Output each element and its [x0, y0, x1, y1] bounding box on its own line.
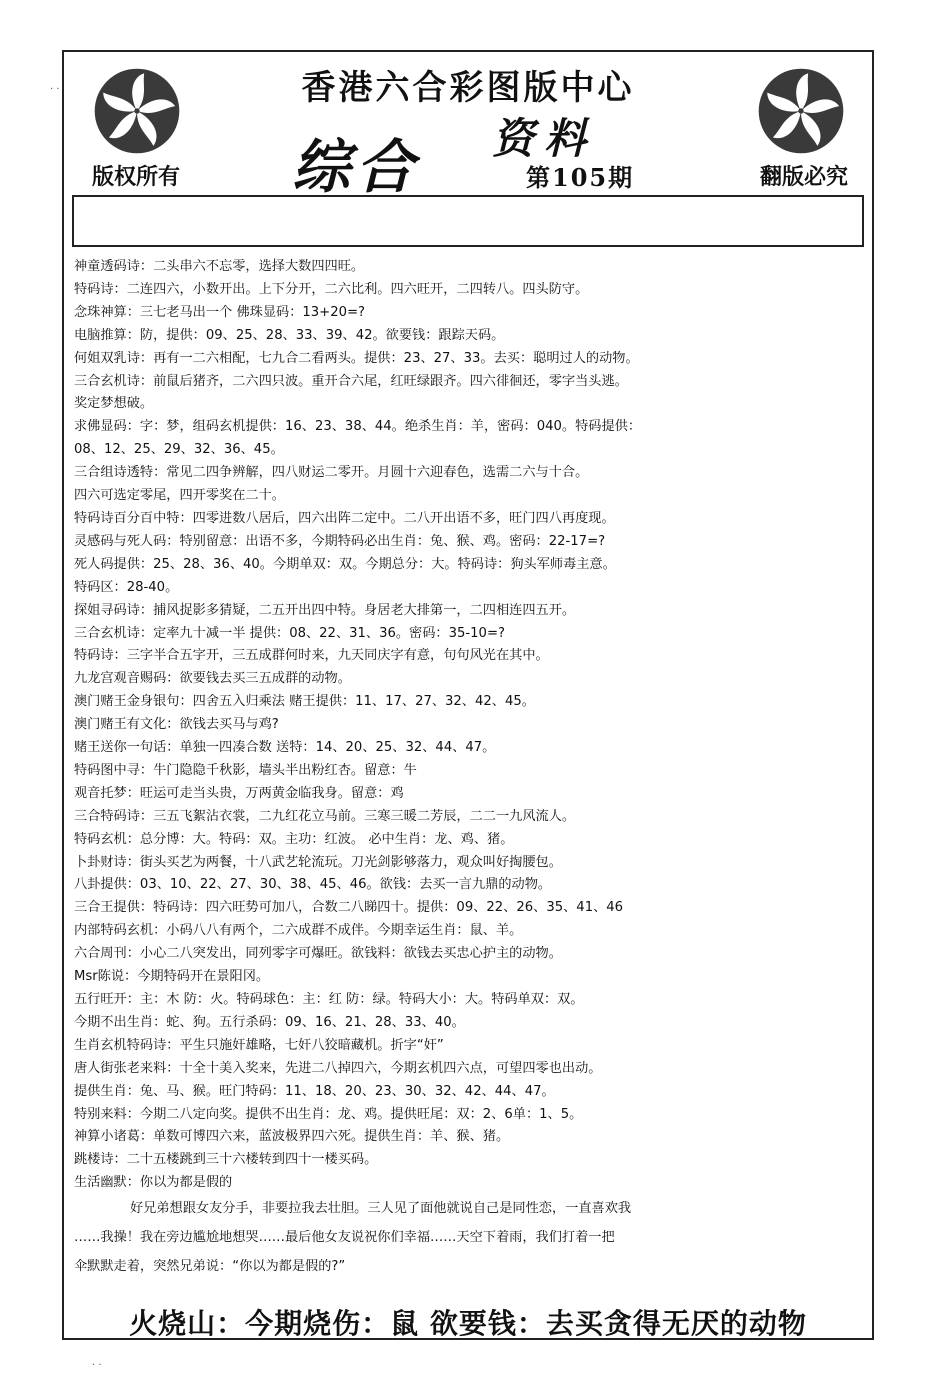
content-line: 特码图中寻：牛门隐隐千秋影，墙头半出粉红杏。留意：牛: [74, 762, 417, 778]
content-lines: [74, 256, 864, 1195]
content-line: 奖定梦想破。: [74, 396, 154, 412]
content-line: 跳楼诗：二十五楼跳到三十六楼转到四十一楼买码。: [74, 1152, 378, 1168]
content-line: 今期不出生肖：蛇、狗。五行杀码：09、16、21、28、33、40。: [74, 1014, 465, 1030]
title-zonghe: 综合: [292, 133, 421, 201]
content-line: 特码区：28-40。: [74, 579, 179, 595]
content-line: 灵感码与死人码：特别留意：出语不多，今期特码必出生肖：兔、猴、鸡。密码：22-17=?: [74, 533, 606, 549]
content-line: 三合玄机诗：前鼠后猪齐，二六四只波。重开合六尾，红旺绿跟齐。四六徘徊还，零字当头逃。: [74, 373, 628, 389]
content-line: 探姐寻码诗：捕风捉影多猜疑，二五开出四中特。身居老大排第一，二四相连四五开。: [74, 602, 576, 618]
corner-dots-top: · ·: [50, 84, 60, 95]
content-line: 三合特码诗：三五飞絮沾衣裳，二九红花立马前。三寒三暖二芳辰，二二一九风流人。: [74, 808, 576, 824]
issue-number: 第105期: [526, 163, 635, 192]
story-line: ……我操！我在旁边尴尬地想哭……最后他女友说祝你们幸福……天空下着雨，我们打着一把: [74, 1230, 615, 1245]
story-line: 伞默默走着，突然兄弟说：“你以为都是假的?”: [74, 1259, 346, 1274]
content-line: 08、12、25、29、32、36、45。: [74, 442, 284, 458]
footer-line: 火烧山：今期烧伤：鼠 欲要钱：去买贪得无厌的动物: [129, 1307, 807, 1340]
content-line: 求佛显码：字：梦，组码玄机提供：16、23、38、44。绝杀生肖：羊，密码：040。特码提供：: [74, 419, 642, 435]
content-line: 提供生肖：兔、马、猴。旺门特码：11、18、20、23、30、32、42、44、47。: [74, 1083, 555, 1099]
content-line: 特码诗：三字半合五字开，三五成群何时来，九天同庆字有意，句句风光在其中。: [74, 648, 549, 664]
content-line: 九龙宫观音赐码：欲要钱去买三五成群的动物。: [74, 671, 351, 687]
page-frame: [62, 50, 874, 1340]
header: [64, 52, 872, 201]
content-line: 死人码提供：25、28、36、40。今期单双：双。今期总分：大。特码诗：狗头军师毒主意。: [74, 556, 616, 572]
content-line: 澳门赌王有文化：欲钱去买马与鸡?: [74, 717, 279, 733]
content-line: 唐人街张老来料：十全十美入奖来，先进二八掉四六，今期玄机四六点，可望四零也出动。: [74, 1060, 602, 1076]
bauhinia-emblem-icon: [756, 66, 846, 156]
content-line: Msr陈说：今期特码开在景阳冈。: [74, 969, 270, 985]
content-line: 何姐双乳诗：再有一二六相配，七九合二看两头。提供：23、27、33。去买：聪明过人的动物。: [74, 350, 639, 366]
site-title: 香港六合彩图版中心: [301, 68, 635, 108]
content-line: 三合玄机诗：定率九十减一半 提供：08、22、31、36。密码：35-10=?: [74, 625, 505, 641]
content-line: 神童透码诗：二头串六不忘零，选择大数四四旺。: [74, 259, 365, 274]
content-line: 五行旺开：主：木 防：火。特码球色：主：红 防：绿。特码大小：大。特码单双：双。: [74, 992, 584, 1007]
content-line: 四六可选定零尾，四开零奖在二十。: [74, 488, 285, 504]
story-line: 好兄弟想跟女友分手，非要拉我去壮胆。三人见了面他就说自己是同性恋，一直喜欢我: [130, 1201, 632, 1216]
content-line: 内部特码玄机：小码八八有两个，二六成群不成伴。今期幸运生肖：鼠、羊。: [74, 923, 523, 939]
content-line: 特码诗：二连四六，小数开出。上下分开，二六比利。四六旺开，二四转八。四头防守。: [74, 281, 589, 297]
content-line: 生肖玄机特码诗：平生只施奸雄略，七奸八狡暗藏机。折字“奸”: [74, 1037, 444, 1053]
content-line: 三合王提供：特码诗：四六旺势可加八，合数二八睇四十。提供：09、22、26、35、41、46: [74, 900, 624, 916]
no-copy-label: 翻版必究: [759, 164, 848, 190]
content-line: 六合周刊：小心二八突发出，同列零字可爆旺。欲钱料：欲钱去买忠心护主的动物。: [74, 946, 562, 962]
content-line: 三合组诗透特：常见二四争辨解，四八财运二零开。月圆十六迎春色，选需二六与十合。: [74, 465, 589, 481]
content-line: 念珠神算：三七老马出一个 佛珠显码：13+20=?: [74, 304, 366, 320]
bauhinia-emblem-icon: [92, 66, 182, 156]
content-line: 卜卦财诗：街头买艺为两餐，十八武艺轮流玩。刀光剑影够落力，观众叫好掏腰包。: [74, 854, 562, 870]
content-line: 赌王送你一句话：单独一四凑合数 送特：14、20、25、32、44、47。: [74, 740, 496, 756]
content-line: 生活幽默：你以为都是假的: [74, 1175, 233, 1191]
story: [74, 1194, 864, 1281]
content-line: 特别来料：今期二八定向奖。提供不出生肖：龙、鸡。提供旺尾：双：2、6单：1、5。: [74, 1106, 583, 1122]
content-line: 特码诗百分百中特：四零进数八居后，四六出阵二定中。二八开出语不多，旺门四八再度现。: [74, 510, 615, 526]
content-line: 澳门赌王金身银句：四舍五入归乘法 赌王提供：11、17、27、32、42、45。: [74, 694, 535, 710]
title-ziliao: 资料: [492, 114, 597, 163]
corner-dots-bottom: · ·: [92, 1360, 102, 1371]
content-line: 特码玄机：总分博：大。特码：双。主功：红波。 必中生肖：龙、鸡、猪。: [74, 831, 514, 847]
content-line: 神算小诸葛：单数可博四六来，蓝波极界四六死。提供生肖：羊、猴、猪。: [74, 1129, 510, 1145]
content-line: 观音托梦：旺运可走当头贵，万两黄金临我身。留意：鸡: [74, 785, 404, 801]
content-line: 八卦提供：03、10、22、27、30、38、45、46。欲钱：去买一言九鼎的动物。: [74, 877, 552, 893]
copyright-label: 版权所有: [92, 164, 181, 190]
content-line: 电脑推算：防，提供：09、25、28、33、39、42。欲要钱：跟踪天码。: [74, 327, 505, 343]
blank-banner-box: [72, 195, 864, 247]
